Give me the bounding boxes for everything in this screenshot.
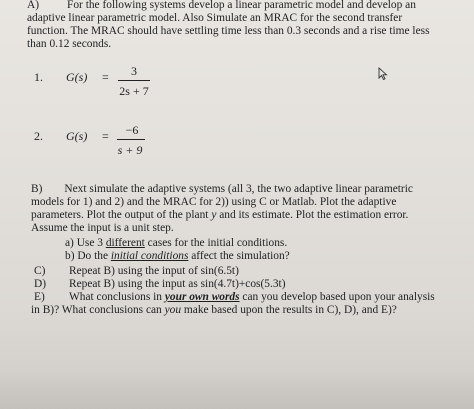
- part-b-line-2: models for 1) and 2) and the MRAC for 2)) using C or Matlab. Plot the adaptive: [31, 196, 397, 208]
- part-e-emphasis: your own words: [164, 291, 240, 303]
- part-a-line-1: [27, 0, 416, 11]
- part-b-sub-a-post: cases for the initial conditions.: [144, 237, 288, 249]
- part-a-line-4: than 0.12 seconds.: [27, 38, 112, 50]
- equation-1-index: 1.: [34, 70, 43, 84]
- part-b-sub-b-emphasis: initial conditions: [110, 250, 189, 262]
- equation-2-numerator: −6: [125, 123, 139, 137]
- part-b-plant-output-symbol: y: [211, 209, 217, 221]
- part-c-text: Repeat B) using the input of sin(6.5t): [69, 265, 239, 277]
- equation-2-fraction-bar: [117, 139, 145, 140]
- part-b-sub-a-emphasis: different: [105, 237, 145, 249]
- part-d-label: D): [34, 278, 47, 290]
- part-e-post: can you develop based upon your analysis: [239, 291, 435, 303]
- part-b-line-1: [31, 183, 413, 195]
- equation-2-equals: =: [102, 129, 109, 143]
- part-b-sub-b-pre: b) Do the: [65, 250, 111, 262]
- part-e-line-2-emphasis: you: [164, 304, 182, 316]
- part-b-label: B): [31, 183, 43, 195]
- part-b-line-3: [31, 209, 408, 221]
- part-e-label: E): [34, 291, 45, 303]
- equation-2-denominator: s + 9: [117, 143, 143, 157]
- part-b-sub-a: [65, 237, 287, 249]
- equation-1-equals: =: [102, 70, 109, 84]
- equation-1-fraction-bar: [118, 80, 150, 81]
- equation-1-denominator: 2s + 7: [119, 84, 149, 98]
- part-b-text-1: Next simulate the adaptive systems (all 3, the two adaptive linear parametric: [64, 183, 413, 195]
- mouse-pointer-icon: [378, 67, 389, 80]
- part-a-line-2: adaptive linear parametric model. Also Simulate an MRAC for the second transfer: [27, 12, 403, 24]
- equation-2-index: 2.: [34, 129, 43, 143]
- part-b-sub-b: [65, 250, 290, 262]
- part-e-line-2-pre: in B)? What conclusions can: [31, 304, 165, 316]
- part-e-line-1: [69, 291, 435, 303]
- equation-1-lhs: G(s): [66, 70, 88, 84]
- part-b-line-4: Assume the input is a unit step.: [31, 222, 174, 234]
- part-c-label: C): [34, 265, 46, 277]
- part-e-line-2: [31, 304, 397, 316]
- equation-1-numerator: 3: [131, 64, 137, 78]
- part-a-label: A): [27, 0, 40, 11]
- part-a-text-1: For the following systems develop a linear parametric model and develop an: [67, 0, 416, 11]
- part-e-pre: What conclusions in: [69, 291, 165, 303]
- part-b-sub-a-pre: a) Use 3: [65, 237, 106, 249]
- part-b-line-3b: and its estimate. Plot the estimation error.: [216, 209, 409, 221]
- part-b-line-3a: parameters. Plot the output of the plant: [31, 209, 212, 221]
- part-e-line-2-post: make based upon the results in C), D), and E)?: [181, 304, 397, 316]
- part-a-line-3: function. The MRAC should have settling time less than 0.3 seconds and a rise time less: [27, 25, 430, 37]
- page-shadow: [0, 369, 474, 409]
- equation-2-lhs: G(s): [66, 129, 88, 143]
- part-b-sub-b-post: affect the simulation?: [188, 250, 290, 262]
- part-d-text: Repeat B) using the input as sin(4.7t)+cos(5.3t): [69, 278, 286, 290]
